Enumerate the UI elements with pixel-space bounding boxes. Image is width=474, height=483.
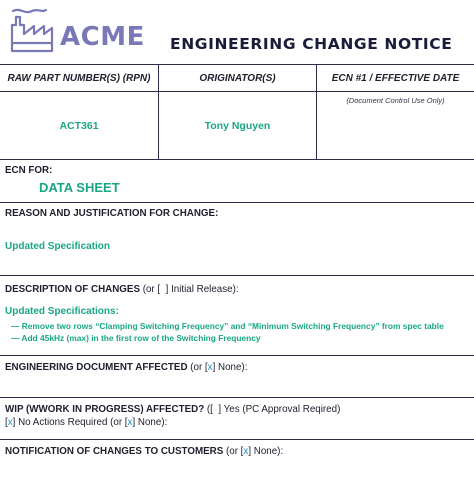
notification-post: ] None): [248,446,284,457]
notification-none-checkbox[interactable]: x [243,446,249,457]
document-control-note: (Document Control Use Only) [346,96,445,105]
engineering-document-label [5,362,247,373]
ecn-for-section [0,160,474,203]
ecn-for-value[interactable]: DATA SHEET [39,180,120,195]
description-paren-open: (or [140,284,158,295]
rpn-value[interactable]: ACT361 [59,120,99,132]
wip-label [5,404,340,415]
company-logo-text: ACME [60,22,145,52]
engineering-document-label-text: ENGINEERING DOCUMENT AFFECTED [5,362,188,373]
wip-none-checkbox[interactable]: x [127,417,133,428]
description-section [0,276,474,356]
engineering-document-section [0,356,474,398]
description-bullet-1[interactable]: — Remove two rows “Clamping Switching Frequency” and “Minimum Switching Frequency” from spec table [11,321,444,331]
notification-label [5,446,283,457]
description-bullet-2[interactable]: — Add 45kHz (max) in the first row of the Switching Frequency [11,333,261,343]
ecn-date-heading: ECN #1 / EFFECTIVE DATE [317,65,474,92]
engineering-document-post: ] None): [212,362,248,373]
originator-column [158,65,316,160]
notification-pre: (or [ [223,446,244,457]
document-title: ENGINEERING CHANGE NOTICE [170,35,453,53]
wip-none-text: ] None): [132,417,168,428]
engineering-document-none-checkbox[interactable]: x [207,362,213,373]
description-subheading[interactable]: Updated Specifications: [5,306,119,317]
wip-section [0,398,474,440]
description-label [5,284,239,295]
wip-line-2 [5,417,167,428]
wip-label-text: WIP (WWORK IN PROGRESS) AFFECTED? [5,404,205,415]
notification-label-text: NOTIFICATION OF CHANGES TO CUSTOMERS [5,446,224,457]
part-info-grid [0,64,474,160]
originator-heading: ORIGINATOR(S) [159,65,316,92]
wip-yes-option[interactable]: ([ ] Yes (PC Approval Reqired) [204,404,341,415]
description-label-text: DESCRIPTION OF CHANGES [5,284,140,295]
rpn-column [0,65,158,160]
wip-no-box-open: [ [5,417,8,428]
rpn-heading: RAW PART NUMBER(S) (RPN) [0,65,158,92]
wip-no-actions-text: ] No Actions Required (or [ [12,417,128,428]
wip-no-actions-checkbox[interactable]: x [7,417,13,428]
ecn-for-label: ECN FOR: [5,165,53,176]
initial-release-box-open: [ [157,284,161,295]
document-header [0,0,474,64]
initial-release-text: Initial Release): [168,284,239,295]
reason-label: REASON AND JUSTIFICATION FOR CHANGE: [5,208,219,219]
reason-section [0,203,474,276]
engineering-document-pre: (or [ [187,362,208,373]
ecn-date-column [316,65,474,160]
customer-notification-section [0,440,474,483]
reason-value[interactable]: Updated Specification [5,241,111,252]
initial-release-box-close: ] [165,284,169,295]
factory-icon [8,7,56,53]
originator-value[interactable]: Tony Nguyen [204,120,271,132]
